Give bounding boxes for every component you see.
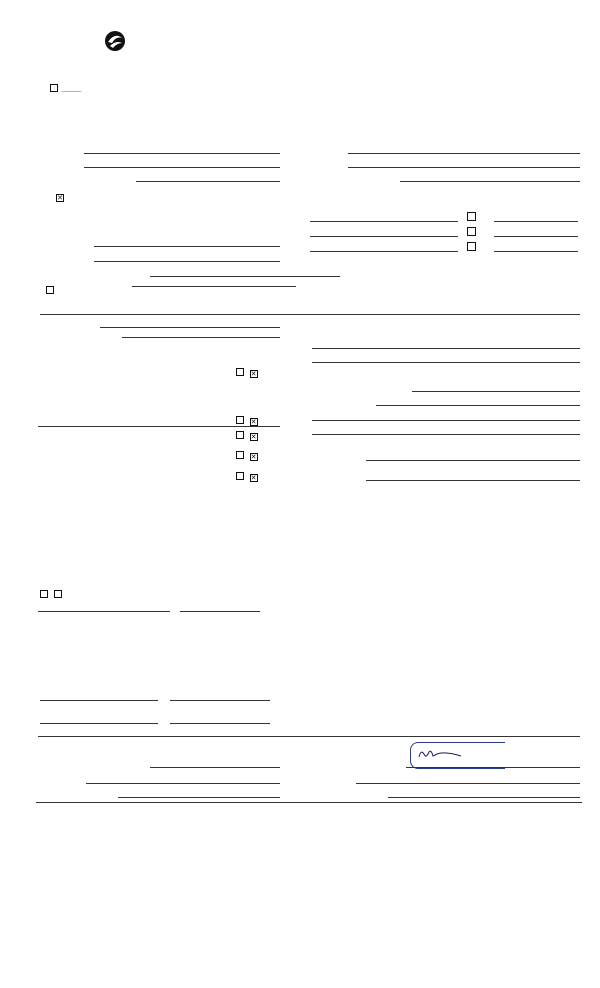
this-land-row xyxy=(38,590,64,600)
s6-q1-answer xyxy=(234,431,260,441)
personal-checkbox-1[interactable] xyxy=(467,212,476,221)
dor-logo xyxy=(46,27,136,61)
corr-label-row xyxy=(54,194,66,202)
s5-q1-no[interactable]: ✕ xyxy=(250,370,257,378)
s6-q1-no[interactable]: ✕ xyxy=(250,433,257,441)
s6-q3-answer xyxy=(234,472,260,482)
personal-checkbox-3[interactable] xyxy=(467,242,476,251)
partial-sale-row: ______ xyxy=(48,84,81,93)
s6-q1-yes[interactable] xyxy=(236,431,244,439)
s5-q1-yes[interactable] xyxy=(236,368,244,376)
s6-q3-yes[interactable] xyxy=(236,472,244,480)
signature-scribble-icon xyxy=(417,748,463,760)
s6-q3-no[interactable]: ✕ xyxy=(250,474,257,482)
docusign-signature-box[interactable] xyxy=(410,742,505,769)
s6-q2-answer xyxy=(234,451,260,461)
s5-q2-yes[interactable] xyxy=(236,416,244,424)
dor-swoosh-icon xyxy=(104,30,126,52)
does-not-checkbox[interactable] xyxy=(54,590,62,598)
segregated-checkbox[interactable] xyxy=(46,286,54,294)
s5-q1-answer xyxy=(234,368,260,378)
s6-q2-no[interactable]: ✕ xyxy=(250,453,257,461)
partial-sale-checkbox[interactable] xyxy=(50,84,58,92)
does-checkbox[interactable] xyxy=(40,590,48,598)
segregated-row xyxy=(44,286,56,296)
same-as-buyer-checkbox[interactable]: ✕ xyxy=(57,194,63,202)
s5-q2-answer xyxy=(234,416,260,426)
s5-q2-no[interactable]: ✕ xyxy=(250,418,257,426)
s6-q2-yes[interactable] xyxy=(236,451,244,459)
personal-checkbox-2[interactable] xyxy=(467,227,476,236)
